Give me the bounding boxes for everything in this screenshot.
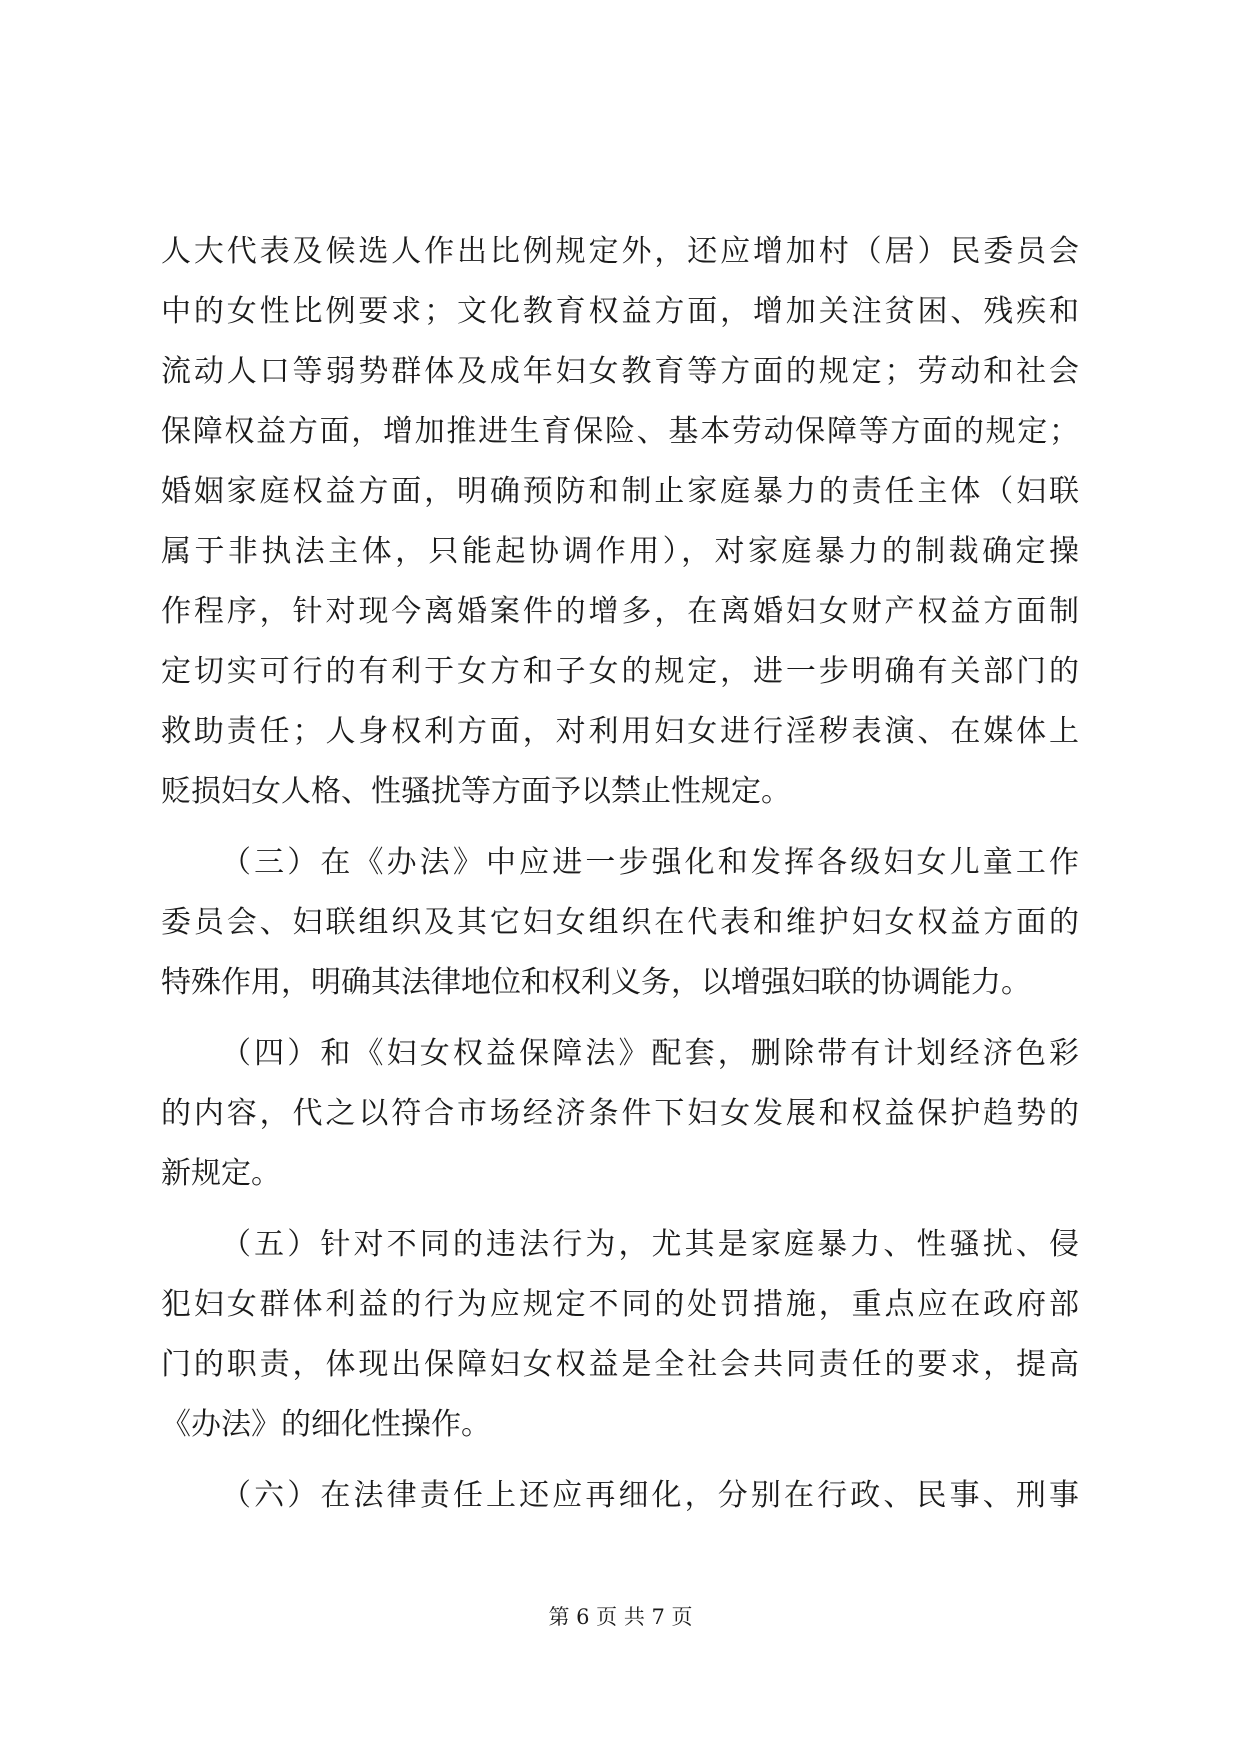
text-line: 定切实可行的有利于女方和子女的规定，进一步明确有关部门的 <box>161 654 1079 689</box>
text-line: （四）和《妇女权益保障法》配套，删除带有计划经济色彩 <box>221 1036 1079 1071</box>
text-line: 委员会、妇联组织及其它妇女组织在代表和维护妇女权益方面的 <box>161 905 1079 940</box>
text-line: 门的职责，体现出保障妇女权益是全社会共同责任的要求，提高 <box>161 1347 1079 1382</box>
text-line: （三）在《办法》中应进一步强化和发挥各级妇女儿童工作 <box>221 845 1079 880</box>
text-line: 贬损妇女人格、性骚扰等方面予以禁止性规定。 <box>161 774 791 809</box>
text-line: （五）针对不同的违法行为，尤其是家庭暴力、性骚扰、侵 <box>221 1227 1079 1262</box>
text-line: （六）在法律责任上还应再细化，分别在行政、民事、刑事 <box>221 1478 1079 1513</box>
paragraph-section-5 <box>161 1215 1079 1455</box>
text-line: 《办法》的细化性操作。 <box>161 1407 491 1442</box>
text-line: 属于非执法主体，只能起协调作用），对家庭暴力的制裁确定操 <box>161 534 1079 569</box>
text-line: 中的女性比例要求；文化教育权益方面，增加关注贫困、残疾和 <box>161 294 1079 329</box>
text-line: 特殊作用，明确其法律地位和权利义务，以增强妇联的协调能力。 <box>161 965 1031 1000</box>
text-line: 新规定。 <box>161 1156 281 1191</box>
text-line: 人大代表及候选人作出比例规定外，还应增加村（居）民委员会 <box>161 234 1079 269</box>
paragraph-section-3 <box>161 833 1079 1013</box>
body-text <box>161 222 1079 1526</box>
text-line: 保障权益方面，增加推进生育保险、基本劳动保障等方面的规定； <box>161 414 1079 449</box>
text-line: 流动人口等弱势群体及成年妇女教育等方面的规定；劳动和社会 <box>161 354 1079 389</box>
paragraph-section-4 <box>161 1024 1079 1204</box>
page-number-footer: 第 6 页 共 7 页 <box>548 1605 693 1629</box>
paragraph-section-6 <box>161 1466 1079 1526</box>
text-line: 婚姻家庭权益方面，明确预防和制止家庭暴力的责任主体（妇联 <box>161 474 1079 509</box>
paragraph-continued <box>161 222 1079 822</box>
text-line: 犯妇女群体利益的行为应规定不同的处罚措施，重点应在政府部 <box>161 1287 1079 1322</box>
text-line: 作程序，针对现今离婚案件的增多，在离婚妇女财产权益方面制 <box>161 594 1079 629</box>
text-line: 救助责任；人身权利方面，对利用妇女进行淫秽表演、在媒体上 <box>161 714 1079 749</box>
text-line: 的内容，代之以符合市场经济条件下妇女发展和权益保护趋势的 <box>161 1096 1079 1131</box>
